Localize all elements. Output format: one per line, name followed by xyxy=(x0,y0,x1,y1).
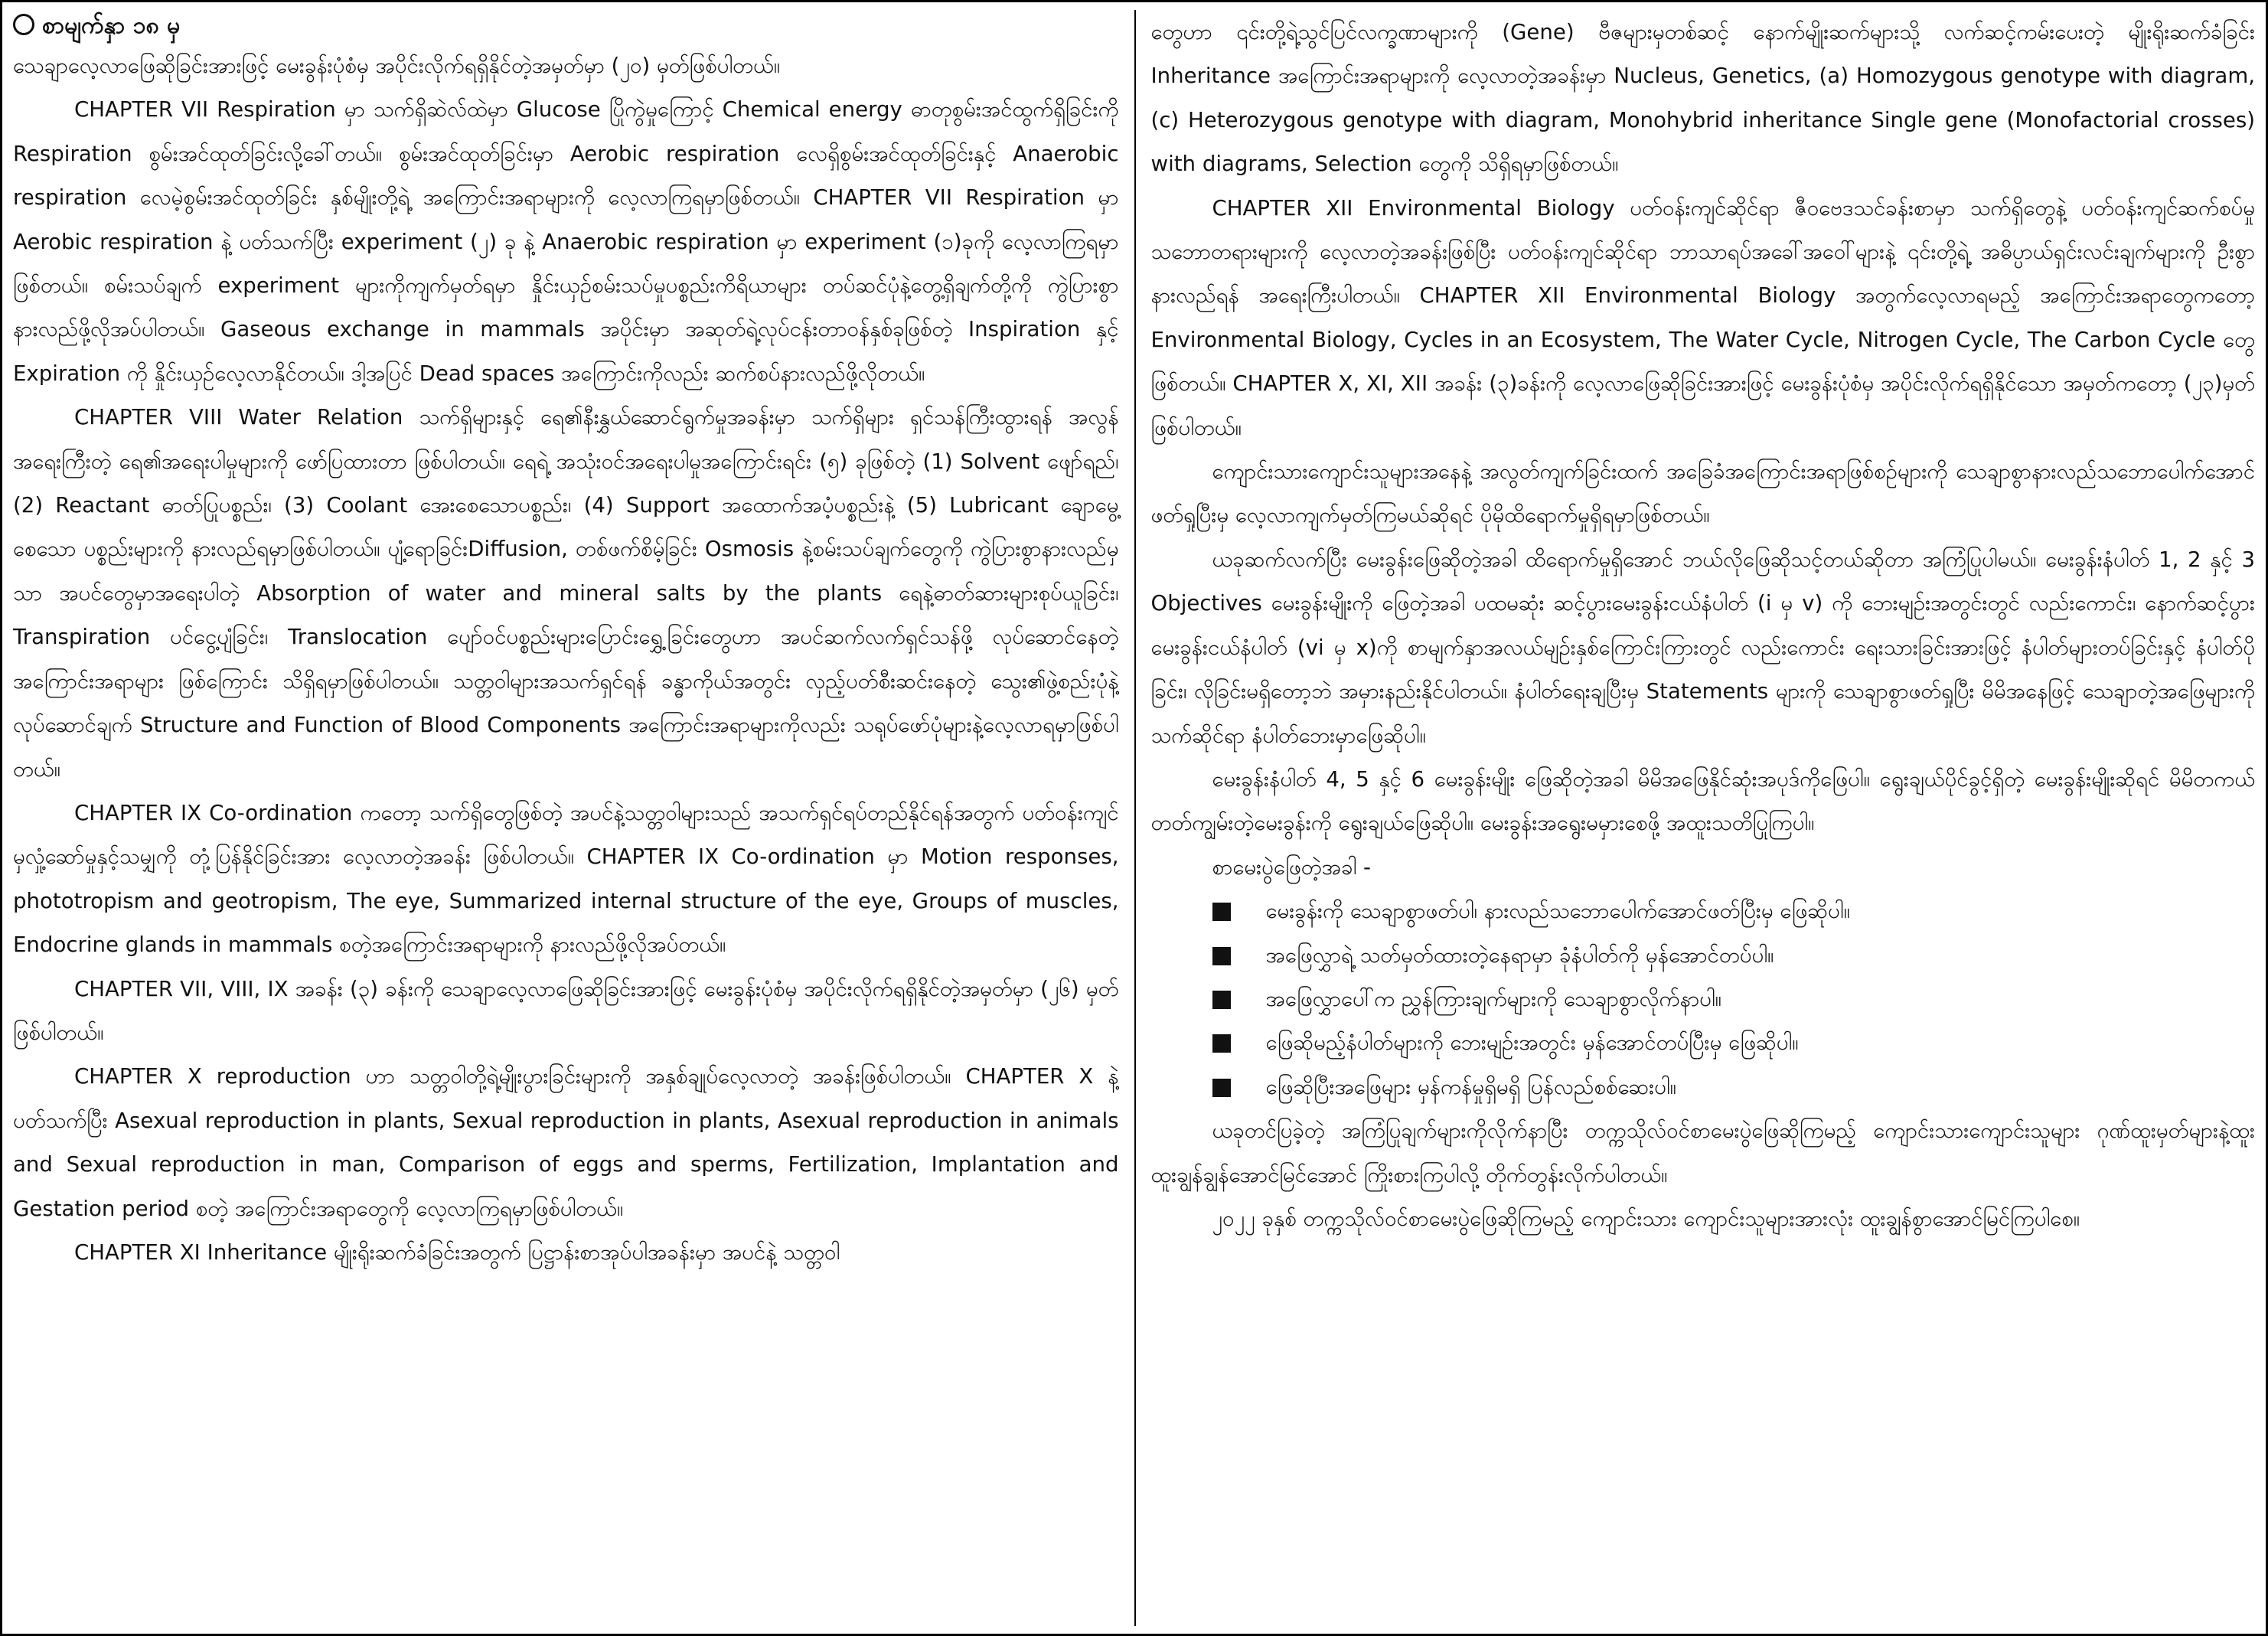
paragraph: CHAPTER X reproduction ဟာ သတ္တဝါတို့ရဲ့မျိုးပွားခြင်းများကို အနှစ်ချုပ်လေ့လာတဲ့ အခန်းဖြစ်ပါတယ်။ CHAPTER X နဲ့ပတ်သက်ပြီး Asexual reproduction in plants, Sexual reproduction in plants, Asexual reproduction in animals and Sexual reproduction in man, Comparison of eggs and sperms, Fertilization, Implantation and Gestation period စတဲ့ အကြောင်းအရာတွေကို လေ့လာကြရမှာဖြစ်ပါတယ်။ xyxy=(13,1063,1119,1221)
bullet-square-icon xyxy=(1212,991,1231,1009)
paragraph: သေချာလေ့လာဖြေဆိုခြင်းအားဖြင့် မေးခွန်းပုံစံမှ အပိုင်းလိုက်ရရှိနိုင်တဲ့အမှတ်မှာ (၂၀) မှတ်ဖြစ်ပါတယ်။ xyxy=(13,53,781,78)
continued-header xyxy=(13,10,1119,42)
left-column xyxy=(13,10,1134,1626)
paragraph: ယခုတင်ပြခဲ့တဲ့ အကြံပြုချက်များကိုလိုက်နာပြီး တက္ကသိုလ်ဝင်စာမေးပွဲဖြေဆိုကြမည့် ကျောင်းသားကျောင်းသူများ ဂုဏ်ထူးမှတ်များနဲ့ထူးထူးချွန်ချွန်အောင်မြင်အောင် ကြိုးစားကြပါလို့ တိုက်တွန်းလိုက်ပါတယ်။ xyxy=(1150,1118,2255,1187)
right-column xyxy=(1134,10,2256,1626)
list-item-text: ဖြေဆိုပြီးအဖြေများ မှန်ကန်မှုရှိမရှိ ပြန်လည်စစ်ဆေးပါ။ xyxy=(1265,1073,1676,1099)
bullet-square-icon xyxy=(1212,1079,1231,1097)
paragraph: CHAPTER VIII Water Relation သက်ရှိများနှင့် ရေ၏နီးနွှယ်ဆောင်ရွက်မှုအခန်းမှာ သက်ရှိများ ရှင်သန်ကြီးထွားရန် အလွန်အရေးကြီးတဲ့ ရေ၏အရေးပါမှုများကို ဖော်ပြထားတာ ဖြစ်ပါတယ်။ ရေရဲ့ အသုံးဝင်အရေးပါမှုအကြောင်းရင်း (၅) ခုဖြစ်တဲ့ (1) Solvent ဖျော်ရည်၊ (2) Reactant ဓာတ်ပြုပစ္စည်း၊ (3) Coolant အေးစေသောပစ္စည်း၊ (4) Support အထောက်အပံ့ပစ္စည်းနဲ့ (5) Lubricant ချောမွေ့စေသော ပစ္စည်းများကို နားလည်ရမှာဖြစ်ပါတယ်။ ပျံ့ရောခြင်းDiffusion, တစ်ဖက်စိမ့်ခြင်း Osmosis နဲ့စမ်းသပ်ချက်တွေကို ကွဲပြားစွာနားလည်မှသာ အပင်တွေမှာအရေးပါတဲ့ Absorption of water and mineral salts by the plants ရေနဲ့ဓာတ်ဆားများစုပ်ယူခြင်း၊ Transpiration ပင်ငွေ့ပျံခြင်း၊ Translocation ပျော်ဝင်ပစ္စည်းများပြောင်းရွှေ့ခြင်းတွေဟာ အပင်ဆက်လက်ရှင်သန်ဖို့ လုပ်ဆောင်နေတဲ့အကြောင်းအရာများ ဖြစ်ကြောင်း သိရှိရမှာဖြစ်ပါတယ်။ သတ္တဝါများအသက်ရှင်ရန် ခန္ဓာကိုယ်အတွင်း လှည့်ပတ်စီးဆင်းနေတဲ့ သွေး၏ဖွဲ့စည်းပုံနဲ့လုပ်ဆောင်ချက် Structure and Function of Blood Components အကြောင်းအရာများကိုလည်း သရုပ်ဖော်ပုံများနဲ့လေ့လာရမှာဖြစ်ပါတယ်။ xyxy=(13,404,1119,782)
bullet-square-icon xyxy=(1212,1034,1231,1053)
list-item xyxy=(1212,889,2256,932)
paragraph: မေးခွန်းနံပါတ် 4, 5 နှင့် 6 မေးခွန်းမျိုး ဖြေဆိုတဲ့အခါ မိမိအဖြေနိုင်ဆုံးအပုဒ်ကိုဖြေပါ။ ရွေးချယ်ပိုင်ခွင့်ရှိတဲ့ မေးခွန်းမျိုးဆိုရင် မိမိတကယ်တတ်ကျွမ်းတဲ့မေးခွန်းကို ရွေးချယ်ဖြေဆိုပါ။ မေးခွန်းအရွေးမမှားစေဖို့ အထူးသတိပြုကြပါ။ xyxy=(1150,766,2255,836)
list-item-text: အဖြေလွှာပေါ်က ညွှန်ကြားချက်များကို သေချာစွာလိုက်နာပါ။ xyxy=(1265,985,1722,1011)
list-item-text: အဖြေလွှာရဲ့ သတ်မှတ်ထားတဲ့နေရာမှာ ခုံနံပါတ်ကို မှန်အောင်တပ်ပါ။ xyxy=(1265,942,1774,968)
bullet-square-icon xyxy=(1212,903,1231,921)
list-item-text: ဖြေဆိုမည့်နံပါတ်များကို ဘေးမျဉ်းအတွင်း မှန်အောင်တပ်ပြီးမှ ဖြေဆိုပါ။ xyxy=(1265,1030,1799,1056)
paragraph: CHAPTER VII, VIII, IX အခန်း (၃) ခန်းကို သေချာလေ့လာဖြေဆိုခြင်းအားဖြင့် မေးခွန်းပုံစံမှ အပိုင်းလိုက်ရရှိနိုင်တဲ့အမှတ်မှာ (၂၆) မှတ်ဖြစ်ပါတယ်။ xyxy=(13,975,1119,1045)
list-item-text: မေးခွန်းကို သေချာစွာဖတ်ပါ၊ နားလည်သဘောပေါက်အောင်ဖတ်ပြီးမှ ဖြေဆိုပါ။ xyxy=(1265,898,1850,924)
circle-icon xyxy=(13,14,34,35)
paragraph: တွေဟာ ၎င်းတို့ရဲ့သွင်ပြင်လက္ခဏာများကို (Gene) ဗီဇများမှတစ်ဆင့် နောက်မျိုးဆက်များသို့ လက်ဆင့်ကမ်းပေးတဲ့ မျိုးရိုးဆက်ခံခြင်း Inheritance အကြောင်းအရာများကို လေ့လာတဲ့အခန်းမှာ Nucleus, Genetics, (a) Homozygous genotype with diagram, (c) Heterozygous genotype with diagram, Monohybrid inheritance Single gene (Monofactorial crosses) with diagrams, Selection တွေကို သိရှိရမှာဖြစ်တယ်။ xyxy=(1150,19,2255,177)
paragraph: CHAPTER VII Respiration မှာ သက်ရှိဆဲလ်ထဲမှာ Glucose ပြိုကွဲမှုကြောင့် Chemical energy ဓာတုစွမ်းအင်ထွက်ရှိခြင်းကို Respiration စွမ်းအင်ထုတ်ခြင်းလို့ခေါ်တယ်။ စွမ်းအင်ထုတ်ခြင်းမှာ Aerobic respiration လေရှိစွမ်းအင်ထုတ်ခြင်းနှင့် Anaerobic respiration လေမဲ့စွမ်းအင်ထုတ်ခြင်း နှစ်မျိုးတို့ရဲ့ အကြောင်းအရာများကို လေ့လာကြရမှာဖြစ်တယ်။ CHAPTER VII Respiration မှာ Aerobic respiration နဲ့ ပတ်သက်ပြီး experiment (၂) ခု နဲ့ Anaerobic respiration မှာ experiment (၁)ခုကို လေ့လာကြရမှာ ဖြစ်တယ်။ စမ်းသပ်ချက် experiment များကိုကျက်မှတ်ရမှာ နှိုင်းယှဉ်စမ်းသပ်မှုပစ္စည်းကိရိယာများ တပ်ဆင်ပုံနဲ့တွေ့ရှိချက်တို့ကို ကွဲပြားစွာနားလည်ဖို့လိုအပ်ပါတယ်။ Gaseous exchange in mammals အပိုင်းမှာ အဆုတ်ရဲ့လုပ်ငန်းတာဝန်နှစ်ခုဖြစ်တဲ့ Inspiration နှင့် Expiration ကို နှိုင်းယှဉ်လေ့လာနိုင်တယ်။ ဒါ့အပြင် Dead spaces အကြောင်းကိုလည်း ဆက်စပ်နားလည်ဖို့လိုတယ်။ xyxy=(13,96,1119,386)
paragraph: ကျောင်းသားကျောင်းသူများအနေနဲ့ အလွတ်ကျက်ခြင်းထက် အခြေခံအကြောင်းအရာဖြစ်စဉ်များကို သေချာစွာနားလည်သဘောပေါက်အောင်ဖတ်ရှုပြီးမှ လေ့လာကျက်မှတ်ကြမယ်ဆိုရင် ပိုမိုထိရောက်မှုရှိရမှာဖြစ်တယ်။ xyxy=(1150,459,2255,528)
paragraph: ယခုဆက်လက်ပြီး မေးခွန်းဖြေဆိုတဲ့အခါ ထိရောက်မှုရှိအောင် ဘယ်လိုဖြေဆိုသင့်တယ်ဆိုတာ အကြံပြုပါမယ်။ မေးခွန်းနံပါတ် 1, 2 နှင့် 3 Objectives မေးခွန်းမျိုးကို ဖြေတဲ့အခါ ပထမဆုံး ဆင့်ပွားမေးခွန်းငယ်နံပါတ် (i မှ v) ကို ဘေးမျဉ်းအတွင်းတွင် လည်းကောင်း၊ နောက်ဆင့်ပွားမေးခွန်းငယ်နံပါတ် (vi မှ x)ကို စာမျက်နှာအလယ်မျဉ်းနှစ်ကြောင်းကြားတွင် လည်းကောင်း ရေးသားခြင်းအားဖြင့် နံပါတ်များတပ်ခြင်းနှင့် နံပါတ်ပိုခြင်း၊ လိုခြင်းမရှိတော့ဘဲ အမှားနည်းနိုင်ပါတယ်။ နံပါတ်ရေးချပြီးမှ Statements များကို သေချာစွာဖတ်ရှုပြီး မိမိအနေဖြင့် သေချာတဲ့အဖြေများကို သက်ဆိုင်ရာ နံပါတ်ဘေးမှာဖြေဆိုပါ။ xyxy=(1150,546,2255,748)
paragraph: CHAPTER IX Co-ordination ကတော့ သက်ရှိတွေဖြစ်တဲ့ အပင်နဲ့သတ္တဝါများသည် အသက်ရှင်ရပ်တည်နိုင်ရန်အတွက် ပတ်ဝန်းကျင်မှလှုံ့ဆော်မှုနှင့်သမျှကို တုံ့ပြန်နိုင်ခြင်းအား လေ့လာတဲ့အခန်း ဖြစ်ပါတယ်။ CHAPTER IX Co-ordination မှာ Motion responses, phototropism and geotropism, The eye, Summarized internal structure of the eye, Groups of muscles, Endocrine glands in mammals စတဲ့အကြောင်းအရာများကို နားလည်ဖို့လိုအပ်တယ်။ xyxy=(13,799,1119,958)
bullet-square-icon xyxy=(1212,947,1231,965)
paragraph: စာမေးပွဲဖြေတဲ့အခါ - xyxy=(1212,854,1371,880)
list-item xyxy=(1212,977,2256,1020)
list-item xyxy=(1212,933,2256,977)
list-item xyxy=(1212,1020,2256,1064)
header-text: စာမျက်နှာ ၁၈ မှ xyxy=(42,12,181,39)
paragraph: CHAPTER XI Inheritance မျိုးရိုးဆက်ခံခြင်းအတွက် ပြဋ္ဌာန်းစာအုပ်ပါအခန်းမှာ အပင်နဲ့ သတ္တဝါ xyxy=(74,1239,840,1265)
paragraph: CHAPTER XII Environmental Biology ပတ်ဝန်းကျင်ဆိုင်ရာ ဇီဝဗေဒသင်ခန်းစာမှာ သက်ရှိတွေနဲ့ ပတ်ဝန်းကျင်ဆက်စပ်မှုသဘောတရားများကို လေ့လာတဲ့အခန်းဖြစ်ပြီး ပတ်ဝန်းကျင်ဆိုင်ရာ ဘာသာရပ်အခေါ်အဝေါ်များနဲ့ ၎င်းတို့ရဲ့ အဓိပ္ပာယ်ရှင်းလင်းချက်များကို ဦးစွာနားလည်ရန် အရေးကြီးပါတယ်။ CHAPTER XII Environmental Biology အတွက်လေ့လာရမည့် အကြောင်းအရာတွေကတော့ Environmental Biology, Cycles in an Ecosystem, The Water Cycle, Nitrogen Cycle, The Carbon Cycle တွေဖြစ်တယ်။ CHAPTER X, XI, XII အခန်း (၃)ခန်းကို လေ့လာဖြေဆိုခြင်းအားဖြင့် မေးခွန်းပုံစံမှ အပိုင်းလိုက်ရရှိနိုင်သော အမှတ်ကတော့ (၂၃)မှတ်ဖြစ်ပါတယ်။ xyxy=(1150,194,2255,440)
list-item xyxy=(1212,1065,2256,1109)
exam-tips-list xyxy=(1151,889,2256,1109)
paragraph: ၂၀၂၂ ခုနှစ် တက္ကသိုလ်ဝင်စာမေးပွဲဖြေဆိုကြမည့် ကျောင်းသား ကျောင်းသူများအားလုံး ထူးချွန်စွာအောင်မြင်ကြပါစေ။ xyxy=(1212,1205,2080,1231)
